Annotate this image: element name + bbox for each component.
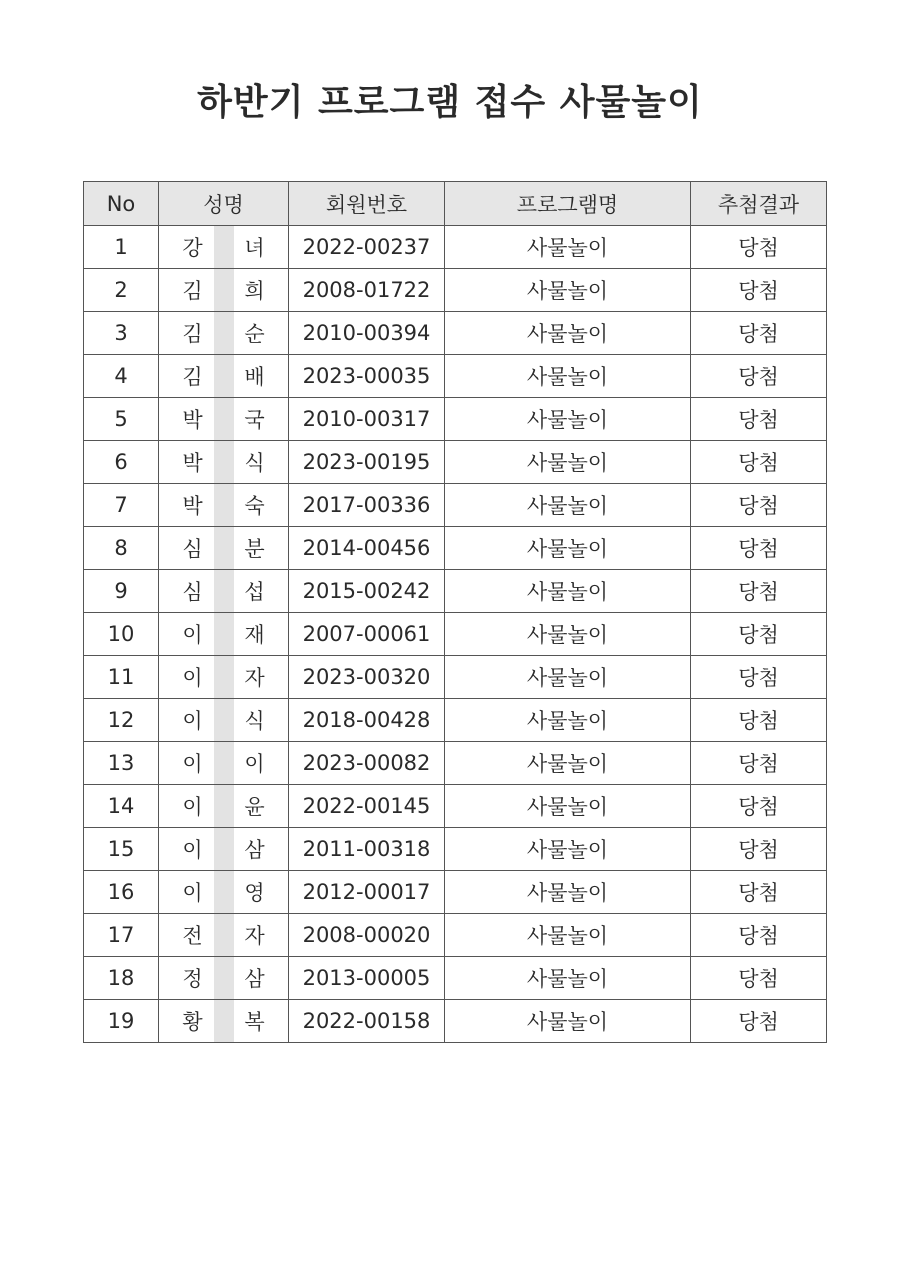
row-no: 9 <box>84 570 159 613</box>
row-name <box>159 871 289 914</box>
name-wrap <box>178 355 270 397</box>
row-result: 당첨 <box>691 1000 827 1043</box>
row-name <box>159 699 289 742</box>
row-member-id: 2012-00017 <box>289 871 445 914</box>
name-first-char: 이 <box>182 709 203 733</box>
table-row <box>84 355 827 398</box>
redaction-mask <box>214 355 234 397</box>
name-wrap <box>178 656 270 698</box>
row-member-id: 2007-00061 <box>289 613 445 656</box>
redaction-mask <box>214 312 234 354</box>
row-result: 당첨 <box>691 828 827 871</box>
table-row <box>84 441 827 484</box>
row-result: 당첨 <box>691 699 827 742</box>
name-first-char: 심 <box>182 580 203 604</box>
row-member-id: 2023-00035 <box>289 355 445 398</box>
row-program: 사물놀이 <box>445 785 691 828</box>
row-no: 13 <box>84 742 159 785</box>
name-wrap <box>178 226 270 268</box>
row-program: 사물놀이 <box>445 226 691 269</box>
row-program: 사물놀이 <box>445 656 691 699</box>
row-result: 당첨 <box>691 570 827 613</box>
row-no: 16 <box>84 871 159 914</box>
redaction-mask <box>214 699 234 741</box>
row-name <box>159 226 289 269</box>
name-wrap <box>178 1000 270 1042</box>
name-wrap <box>178 484 270 526</box>
row-program: 사물놀이 <box>445 570 691 613</box>
row-name <box>159 269 289 312</box>
row-result: 당첨 <box>691 957 827 1000</box>
table-row <box>84 656 827 699</box>
row-member-id: 2023-00320 <box>289 656 445 699</box>
row-member-id: 2011-00318 <box>289 828 445 871</box>
row-program: 사물놀이 <box>445 699 691 742</box>
row-no: 5 <box>84 398 159 441</box>
row-program: 사물놀이 <box>445 742 691 785</box>
name-first-char: 김 <box>182 322 203 346</box>
row-member-id: 2022-00158 <box>289 1000 445 1043</box>
row-member-id: 2014-00456 <box>289 527 445 570</box>
row-name <box>159 570 289 613</box>
table-row <box>84 312 827 355</box>
table-row <box>84 570 827 613</box>
name-wrap <box>178 699 270 741</box>
redaction-mask <box>214 570 234 612</box>
name-last-char: 삼 <box>244 967 265 991</box>
row-no: 12 <box>84 699 159 742</box>
row-program: 사물놀이 <box>445 484 691 527</box>
row-no: 10 <box>84 613 159 656</box>
redaction-mask <box>214 1000 234 1042</box>
name-last-char: 식 <box>244 451 265 475</box>
table-row <box>84 699 827 742</box>
row-no: 15 <box>84 828 159 871</box>
page-title: 하반기 프로그램 접수 사물놀이 <box>197 82 703 123</box>
row-result: 당첨 <box>691 484 827 527</box>
row-no: 4 <box>84 355 159 398</box>
row-program: 사물놀이 <box>445 613 691 656</box>
name-first-char: 이 <box>182 752 203 776</box>
name-first-char: 김 <box>182 279 203 303</box>
row-no: 2 <box>84 269 159 312</box>
row-no: 8 <box>84 527 159 570</box>
name-first-char: 이 <box>182 838 203 862</box>
redaction-mask <box>214 828 234 870</box>
redaction-mask <box>214 914 234 956</box>
row-name <box>159 957 289 1000</box>
name-first-char: 이 <box>182 881 203 905</box>
name-last-char: 윤 <box>244 795 265 819</box>
table-row <box>84 398 827 441</box>
row-name <box>159 656 289 699</box>
row-result: 당첨 <box>691 226 827 269</box>
row-no: 17 <box>84 914 159 957</box>
table-row <box>84 613 827 656</box>
table-header-row <box>84 182 827 226</box>
row-no: 11 <box>84 656 159 699</box>
name-last-char: 자 <box>244 666 265 690</box>
lottery-result-table <box>83 181 827 1043</box>
row-no: 6 <box>84 441 159 484</box>
row-result: 당첨 <box>691 742 827 785</box>
table-row <box>84 785 827 828</box>
table-row <box>84 527 827 570</box>
redaction-mask <box>214 742 234 784</box>
name-first-char: 심 <box>182 537 203 561</box>
table-body <box>84 226 827 1043</box>
name-last-char: 영 <box>244 881 265 905</box>
row-result: 당첨 <box>691 398 827 441</box>
header-no: No <box>84 182 159 226</box>
redaction-mask <box>214 656 234 698</box>
redaction-mask <box>214 957 234 999</box>
name-wrap <box>178 269 270 311</box>
table-row <box>84 226 827 269</box>
row-member-id: 2010-00394 <box>289 312 445 355</box>
row-member-id: 2010-00317 <box>289 398 445 441</box>
name-wrap <box>178 570 270 612</box>
name-first-char: 박 <box>182 451 203 475</box>
row-name <box>159 1000 289 1043</box>
row-program: 사물놀이 <box>445 355 691 398</box>
name-last-char: 자 <box>244 924 265 948</box>
table-row <box>84 914 827 957</box>
name-last-char: 재 <box>244 623 265 647</box>
name-wrap <box>178 828 270 870</box>
row-result: 당첨 <box>691 269 827 312</box>
row-result: 당첨 <box>691 312 827 355</box>
name-last-char: 식 <box>244 709 265 733</box>
table-row <box>84 828 827 871</box>
name-first-char: 김 <box>182 365 203 389</box>
name-wrap <box>178 527 270 569</box>
name-last-char: 순 <box>244 322 265 346</box>
row-member-id: 2015-00242 <box>289 570 445 613</box>
name-first-char: 이 <box>182 666 203 690</box>
row-result: 당첨 <box>691 785 827 828</box>
row-name <box>159 312 289 355</box>
row-program: 사물놀이 <box>445 871 691 914</box>
row-program: 사물놀이 <box>445 957 691 1000</box>
row-program: 사물놀이 <box>445 441 691 484</box>
name-wrap <box>178 742 270 784</box>
row-name <box>159 484 289 527</box>
row-program: 사물놀이 <box>445 312 691 355</box>
table-row <box>84 1000 827 1043</box>
row-name <box>159 355 289 398</box>
row-no: 18 <box>84 957 159 1000</box>
name-first-char: 강 <box>182 236 203 260</box>
row-program: 사물놀이 <box>445 828 691 871</box>
name-first-char: 박 <box>182 408 203 432</box>
name-wrap <box>178 957 270 999</box>
name-first-char: 황 <box>182 1010 203 1034</box>
table-row <box>84 742 827 785</box>
name-wrap <box>178 441 270 483</box>
row-name <box>159 527 289 570</box>
name-first-char: 정 <box>182 967 203 991</box>
redaction-mask <box>214 269 234 311</box>
name-last-char: 국 <box>244 408 265 432</box>
row-member-id: 2013-00005 <box>289 957 445 1000</box>
row-member-id: 2023-00195 <box>289 441 445 484</box>
redaction-mask <box>214 441 234 483</box>
row-result: 당첨 <box>691 914 827 957</box>
row-member-id: 2022-00145 <box>289 785 445 828</box>
redaction-mask <box>214 613 234 655</box>
row-program: 사물놀이 <box>445 527 691 570</box>
row-no: 1 <box>84 226 159 269</box>
row-name <box>159 613 289 656</box>
row-no: 19 <box>84 1000 159 1043</box>
row-no: 3 <box>84 312 159 355</box>
name-first-char: 전 <box>182 924 203 948</box>
row-result: 당첨 <box>691 441 827 484</box>
header-name: 성명 <box>159 182 289 226</box>
row-result: 당첨 <box>691 656 827 699</box>
name-first-char: 이 <box>182 795 203 819</box>
row-member-id: 2008-00020 <box>289 914 445 957</box>
row-member-id: 2017-00336 <box>289 484 445 527</box>
row-member-id: 2023-00082 <box>289 742 445 785</box>
row-member-id: 2008-01722 <box>289 269 445 312</box>
redaction-mask <box>214 226 234 268</box>
row-program: 사물놀이 <box>445 269 691 312</box>
row-member-id: 2018-00428 <box>289 699 445 742</box>
row-no: 14 <box>84 785 159 828</box>
table-row <box>84 269 827 312</box>
redaction-mask <box>214 527 234 569</box>
name-wrap <box>178 871 270 913</box>
row-name <box>159 398 289 441</box>
name-wrap <box>178 613 270 655</box>
name-wrap <box>178 785 270 827</box>
row-program: 사물놀이 <box>445 914 691 957</box>
row-program: 사물놀이 <box>445 398 691 441</box>
row-no: 7 <box>84 484 159 527</box>
header-result: 추첨결과 <box>691 182 827 226</box>
row-result: 당첨 <box>691 613 827 656</box>
name-first-char: 이 <box>182 623 203 647</box>
redaction-mask <box>214 398 234 440</box>
table-row <box>84 484 827 527</box>
name-wrap <box>178 914 270 956</box>
row-name <box>159 914 289 957</box>
redaction-mask <box>214 785 234 827</box>
row-name <box>159 742 289 785</box>
name-last-char: 숙 <box>244 494 265 518</box>
row-name <box>159 828 289 871</box>
name-last-char: 삼 <box>244 838 265 862</box>
name-wrap <box>178 398 270 440</box>
table-row <box>84 957 827 1000</box>
name-last-char: 이 <box>244 752 265 776</box>
name-last-char: 배 <box>244 365 265 389</box>
name-last-char: 희 <box>244 279 265 303</box>
redaction-mask <box>214 871 234 913</box>
name-first-char: 박 <box>182 494 203 518</box>
row-name <box>159 441 289 484</box>
name-last-char: 복 <box>244 1010 265 1034</box>
name-last-char: 섭 <box>244 580 265 604</box>
header-member-id: 회원번호 <box>289 182 445 226</box>
name-last-char: 분 <box>244 537 265 561</box>
row-program: 사물놀이 <box>445 1000 691 1043</box>
row-member-id: 2022-00237 <box>289 226 445 269</box>
redaction-mask <box>214 484 234 526</box>
row-result: 당첨 <box>691 527 827 570</box>
name-last-char: 녀 <box>244 236 265 260</box>
header-program: 프로그램명 <box>445 182 691 226</box>
row-result: 당첨 <box>691 355 827 398</box>
name-wrap <box>178 312 270 354</box>
row-result: 당첨 <box>691 871 827 914</box>
table-row <box>84 871 827 914</box>
row-name <box>159 785 289 828</box>
